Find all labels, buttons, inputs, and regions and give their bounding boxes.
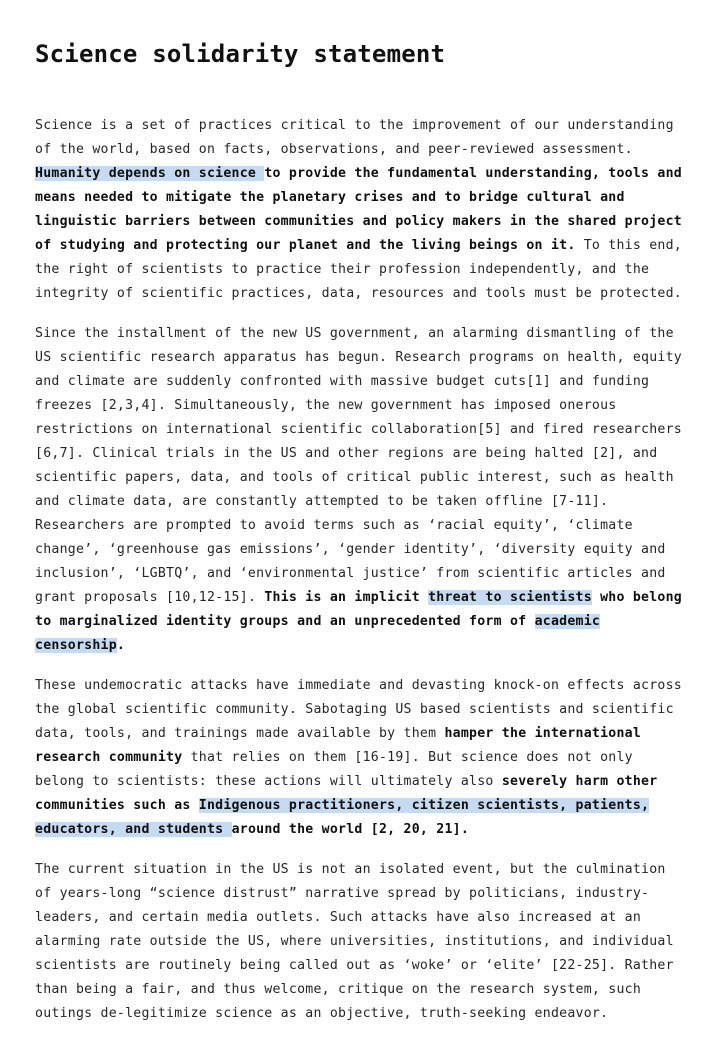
paragraph-2-bold-2: who belong to marginalized identity groups and an unprecedented form of: [35, 590, 682, 629]
paragraph-1-text-1: Science is a set of practices critical to the improvement of our understanding of the world, based on facts, observations, and peer-reviewed assessment.: [35, 118, 674, 157]
paragraph-2-bold-1: This is an implicit: [264, 590, 429, 605]
paragraph-3-bold-2: severely harm other communities such as: [35, 774, 658, 813]
paragraph-2-bold-3: .: [116, 638, 126, 653]
highlight-censorship: academic censorship: [35, 614, 601, 653]
page-title: Science solidarity statement: [35, 40, 446, 68]
paragraph-3-text-2: that relies on them [16-19]. But science does not only belong to scientists: these actions will ultimately also: [35, 750, 633, 789]
paragraph-3-bold-1: hamper the international research community: [35, 726, 642, 765]
paragraph-3-text-1: These undemocratic attacks have immediate and devasting knock-on effects across the global scientific community. Sabotaging US based scientists and scientific data, tools, and trainings made available by them: [35, 678, 682, 741]
highlight-threat: threat to scientists: [428, 590, 592, 605]
paragraph-3: [35, 674, 686, 842]
paragraph-4-text-1: The current situation in the US is not an isolated event, but the culmination of years-long “science distrust” narrative spread by politicians, industry-leaders, and certain media outlets. Such attacks have also increased at an alarming rate outside the US, where universities, institutions, and individual scientists are routinely being called out as ‘woke’ or ‘elite’ [22-25]. Rather than being a fair, and thus welcome, critique on the research system, such outings de-legitimize science as an objective, truth-seeking endeavor.: [35, 862, 674, 1021]
paragraph-3-bold-3: around the world [2, 20, 21].: [231, 822, 470, 837]
highlight-communities: Indigenous practitioners, citizen scientists, patients, educators, and students: [35, 798, 650, 837]
paragraph-1: [35, 114, 686, 306]
paragraph-4: [35, 858, 686, 1026]
paragraph-2-text-1: Since the installment of the new US government, an alarming dismantling of the US scientific research apparatus has begun. Research programs on health, equity and climate are suddenly confronted with massive budget cuts[1] and funding freezes [2,3,4]. Simultaneously, the new government has imposed onerous restrictions on international scientific collaboration[5] and fired researchers [6,7]. Clinical trials in the US and other regions are being halted [2], and scientific papers, data, and tools of critical public interest, such as health and climate data, are constantly attempted to be taken offline [7-11]. Researchers are prompted to avoid terms such as ‘racial equity’, ‘climate change’, ‘greenhouse gas emissions’, ‘gender identity’, ‘diversity equity and inclusion’, ‘LGBTQ’, and ‘environmental justice’ from scientific articles and grant proposals [10,12-15].: [35, 326, 682, 605]
paragraph-1-text-2: To this end, the right of scientists to practice their profession independently, and the integrity of scientific practices, data, resources and tools must be protected.: [35, 238, 682, 301]
paragraph-1-bold-1: to provide the fundamental understanding, tools and means needed to mitigate the planetary crises and to bridge cultural and linguistic barriers between communities and policy makers in the shared project of studying and protecting our planet and the living beings on it.: [35, 166, 682, 253]
highlight-humanity: Humanity depends on science: [35, 166, 265, 181]
paragraph-2: [35, 322, 686, 658]
